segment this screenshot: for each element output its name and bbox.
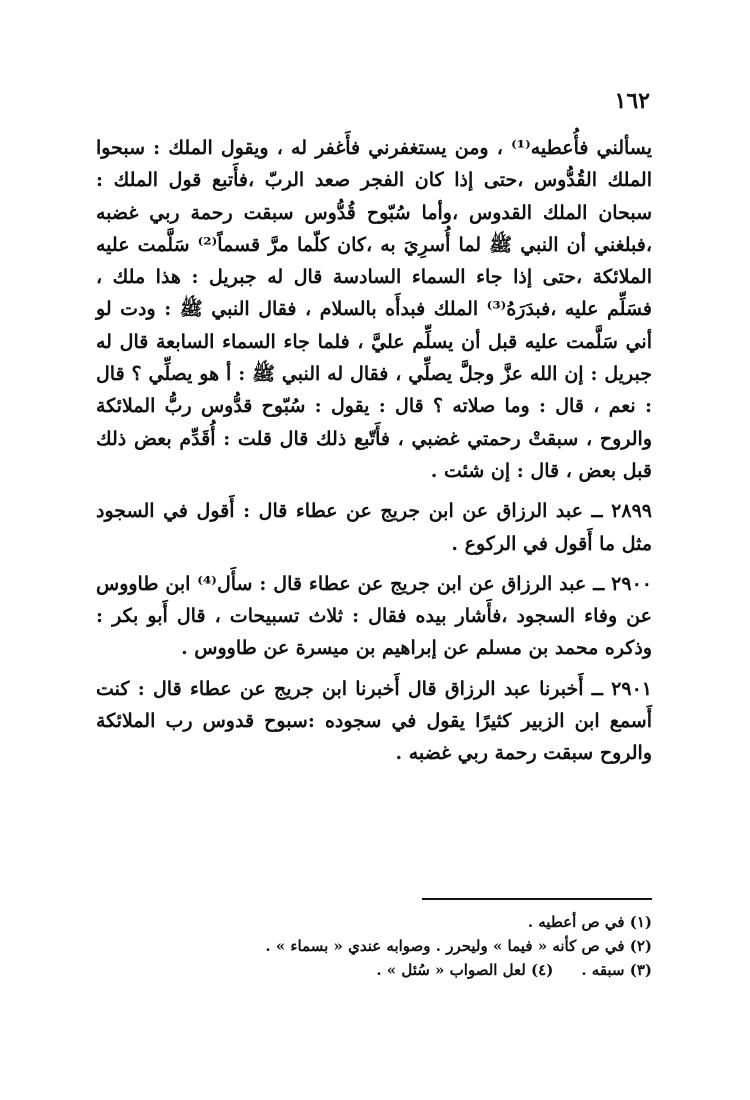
hadith-2901: ٢٩٠١ ــ أَخبرنا عبد الرزاق قال أَخبرنا ابن جريج عن عطاء قال : كنت أَسمع ابن الزبير كثيرًا يقول في سجوده :سبوح قدوس رب الملائكة والروح سبقت رحمة ربي غضبه . <box>96 677 652 765</box>
footnote-3: (٣) سبقه . <box>581 961 652 979</box>
hadith-2899: ٢٨٩٩ ــ عبد الرزاق عن ابن جريج عن عطاء قال : أَقول في السجود مثل ما أَقول في الركوع . <box>96 500 652 555</box>
page-number: ١٦٢ <box>614 88 650 114</box>
footnote-4: (٤) لعل الصواب « سُئل » . <box>376 961 554 979</box>
paragraph-intro: يسألني فأُعطيه⁽¹⁾ ، ومن يستغفرني فأَغفر له ، ويقول الملك : سبحوا الملك القُدُّوس ،حتى إذا كان الفجر صعد الربّ ،فأَتبع قول الملك : سبحان الملك القدوس ،وأما سُبّوح قُدُّوس سبقت رحمة ربي غضبه ،فبلغني أن النبي ﷺ لما أُسرِيَ به ،كان كلّما مرَّ قسماً⁽²⁾ سَلَّمت عليه الملائكة ،حتى إذا جاء السماء السادسة قال له جبريل : هذا ملك ، فسَلِّم عليه ،فبدَرَهُ⁽³⁾ الملك فبدأَه بالسلام ، فقال النبي ﷺ : ودت لو أني سَلَّمت عليه قبل أن يسلِّم عليَّ ، فلما جاء السماء السابعة قال له جبريل : إن الله عزَّ وجلَّ يصلِّي ، فقال له النبي ﷺ : أ هو يصلِّي ؟ قال : نعم ، قال : وما صلاته ؟ قال : يقول : سُبّوح قدُّوس ربُّ الملائكة والروح ، سبقتْ رحمتي غضبي ، فأَتّبع ذلك قال قلت : أُقَدِّم بعض ذلك قبل بعض ، قال : إن شئت . <box>96 137 653 482</box>
main-text <box>96 132 652 770</box>
footnote-row-3-4 <box>96 958 652 982</box>
footnote-2: (٢) في ص كأنه « فيما » وليحرر . وصوابه عندي « بسماء » . <box>265 937 652 955</box>
hadith-2900: ٢٩٠٠ ــ عبد الرزاق عن ابن جريج عن عطاء قال : سأَل⁽⁴⁾ ابن طاووس عن وفاء السجود ،فأَشار بيده فقال : ثلاث تسبيحات ، قال أَبو بكر : وذكره محمد بن مسلم عن إبراهيم بن ميسرة عن طاووس . <box>96 572 652 660</box>
footnote-divider <box>422 898 652 900</box>
footnotes <box>96 898 652 982</box>
footnote-1: (١) في ص أعطيه . <box>527 913 652 931</box>
